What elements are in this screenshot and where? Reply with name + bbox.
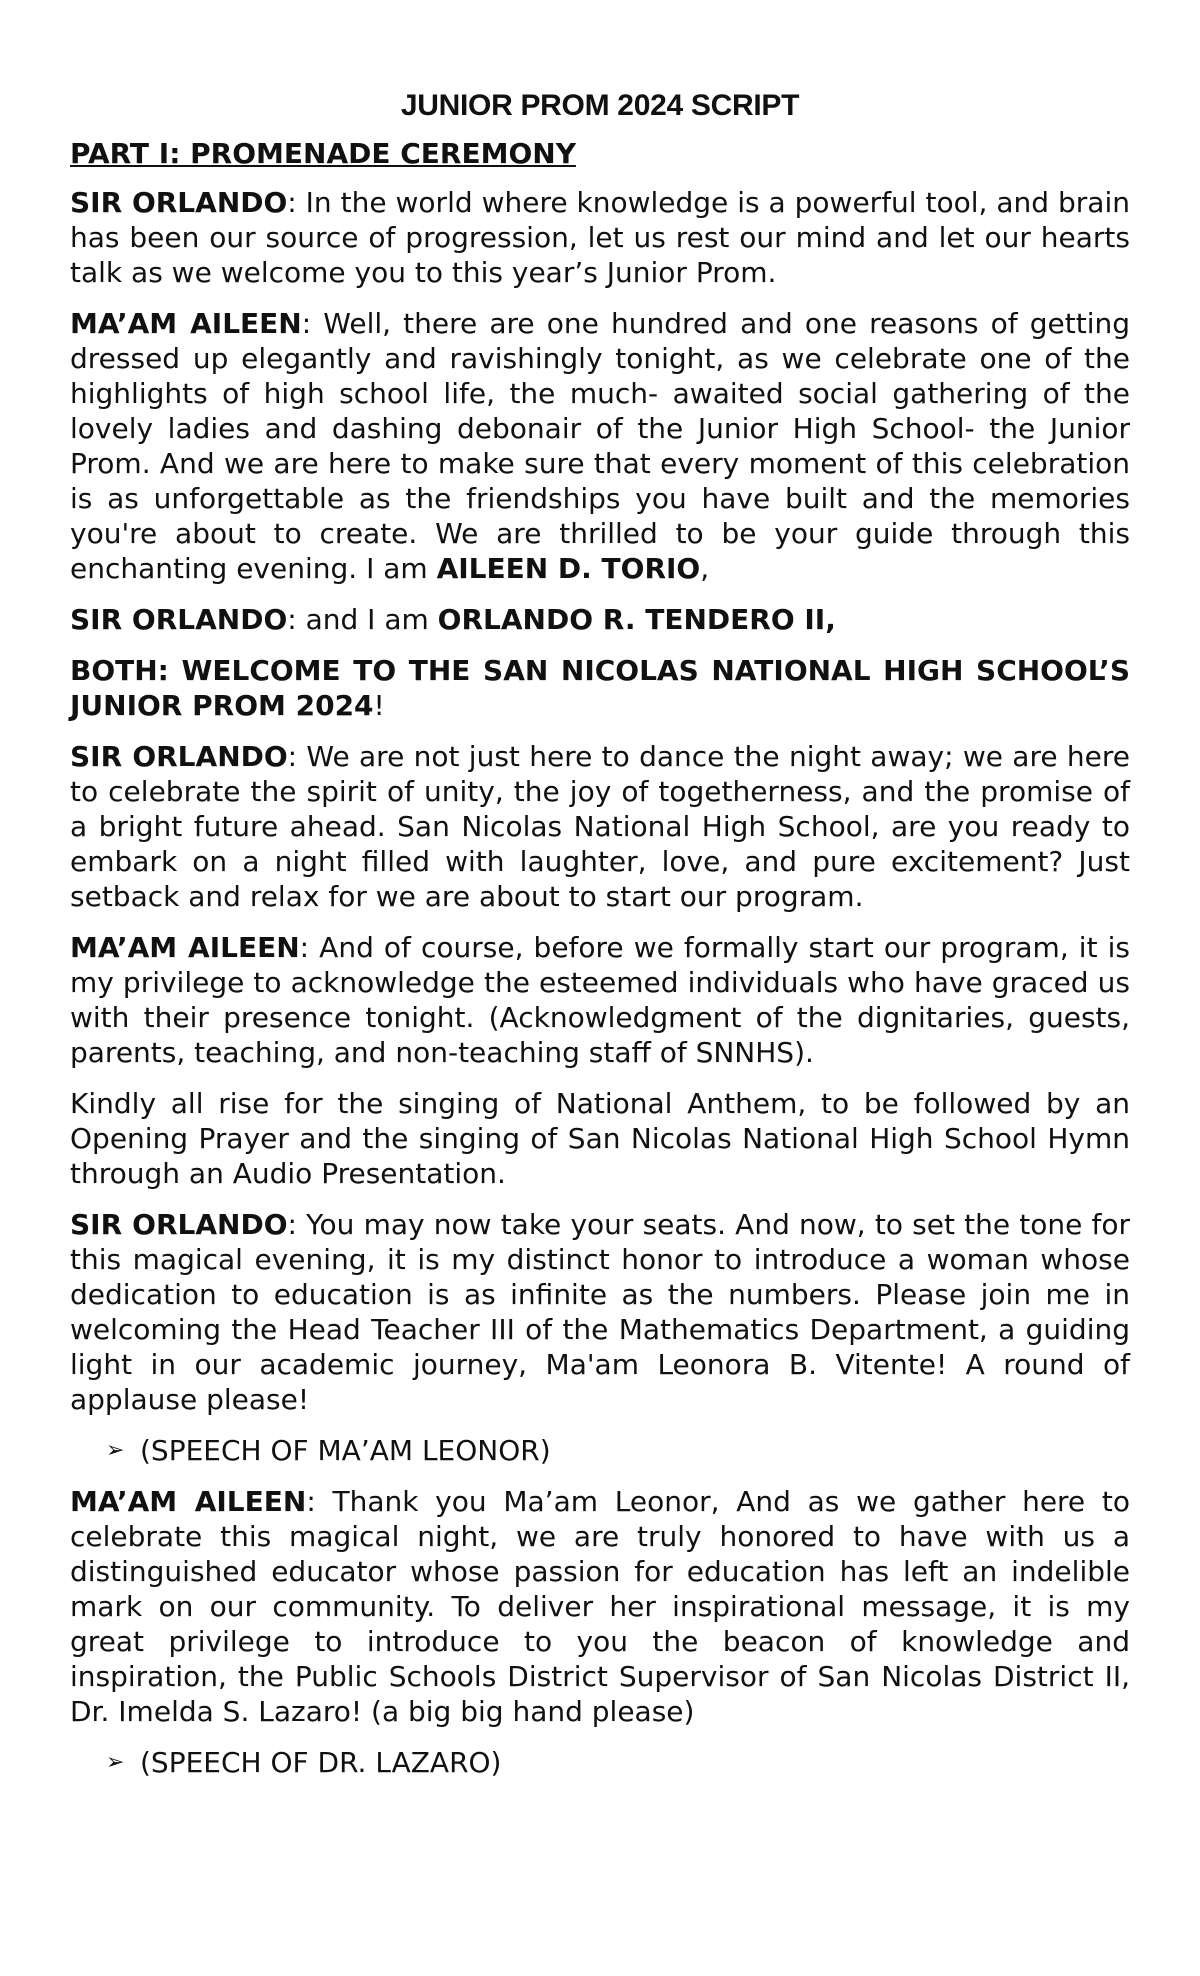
arrow-bullet-icon: ➢ <box>106 1438 125 1463</box>
bullet-text: (SPEECH OF DR. LAZARO) <box>140 1746 502 1779</box>
paragraph-5 <box>70 739 1130 914</box>
bullet-item <box>70 1745 1130 1780</box>
bullet-text: (SPEECH OF MA’AM LEONOR) <box>140 1434 551 1467</box>
bullet-item <box>70 1433 1130 1468</box>
host-name: AILEEN D. TORIO <box>436 552 701 585</box>
paragraph-4 <box>70 653 1130 723</box>
paragraph-2 <box>70 306 1130 586</box>
paragraph-tail: , <box>700 552 710 585</box>
speaker-label: MA’AM AILEEN <box>70 931 300 964</box>
part-heading: PART I: PROMENADE CEREMONY <box>70 137 576 170</box>
paragraph-tail: ! <box>373 689 385 722</box>
paragraph-8 <box>70 1207 1130 1417</box>
arrow-bullet-icon: ➢ <box>106 1750 125 1775</box>
paragraph-text: : Thank you Ma’am Leonor, And as we gather here to celebrate this magical night, we are truly honored to have with us a distinguished educator whose passion for education has left an indelible mark on our community. To deliver her inspirational message, it is my great privilege to introduce to you the beacon of knowledge and inspiration, the Public Schools District Supervisor of San Nicolas District II, Dr. Imelda S. Lazaro! (a big big hand please) <box>70 1485 1130 1728</box>
document-page <box>70 88 1130 1796</box>
paragraph-text: : Well, there are one hundred and one reasons of getting dressed up elegantly and ravishingly tonight, as we celebrate one of the highlights of high school life, the much- awaited social gathering of the lovely ladies and dashing debonair of the Junior High School- the Junior Prom. And we are here to make sure that every moment of this celebration is as unforgettable as the friendships you have built and the memories you're about to create. We are thrilled to be your guide through this enchanting evening. I am <box>70 307 1130 585</box>
host-name: ORLANDO R. TENDERO II, <box>437 603 836 636</box>
paragraph-text: : In the world where knowledge is a powerful tool, and brain has been our source of progression, let us rest our mind and let our hearts talk as we welcome you to this year’s Junior Prom. <box>70 186 1130 289</box>
speaker-label: SIR ORLANDO <box>70 740 288 773</box>
paragraph-3 <box>70 602 1130 637</box>
paragraph-9 <box>70 1484 1130 1729</box>
paragraph-text: : We are not just here to dance the night away; we are here to celebrate the spirit of unity, the joy of togetherness, and the promise of a bright future ahead. San Nicolas National High School, are you ready to embark on a night filled with laughter, love, and pure excitement? Just setback and relax for we are about to start our program. <box>70 740 1130 913</box>
paragraph-7: Kindly all rise for the singing of National Anthem, to be followed by an Opening Prayer and the singing of San Nicolas National High School Hymn through an Audio Presentation. <box>70 1087 1130 1190</box>
speaker-label: SIR ORLANDO <box>70 186 288 219</box>
page-title: JUNIOR PROM 2024 SCRIPT <box>400 89 800 122</box>
speaker-label: SIR ORLANDO <box>70 1208 288 1241</box>
paragraph-text: : And of course, before we formally start our program, it is my privilege to acknowledge the esteemed individuals who have graced us with their presence tonight. (Acknowledgment of the dignitaries, guests, parents, teaching, and non-teaching staff of SNNHS). <box>70 931 1130 1069</box>
paragraph-text: : and I am <box>287 603 438 636</box>
paragraph-6 <box>70 930 1130 1070</box>
paragraph-1 <box>70 185 1130 290</box>
speaker-label: MA’AM AILEEN <box>70 1485 307 1518</box>
paragraph-text: : You may now take your seats. And now, to set the tone for this magical evening, it is my distinct honor to introduce a woman whose dedication to education is as infinite as the numbers. Please join me in welcoming the Head Teacher III of the Mathematics Department, a guiding light in our academic journey, Ma'am Leonora B. Vitente! A round of applause please! <box>70 1208 1131 1416</box>
speaker-label: SIR ORLANDO <box>70 603 288 636</box>
speaker-label: MA’AM AILEEN <box>70 307 302 340</box>
welcome-line: BOTH: WELCOME TO THE SAN NICOLAS NATIONAL HIGH SCHOOL’S JUNIOR PROM 2024 <box>70 654 1130 722</box>
